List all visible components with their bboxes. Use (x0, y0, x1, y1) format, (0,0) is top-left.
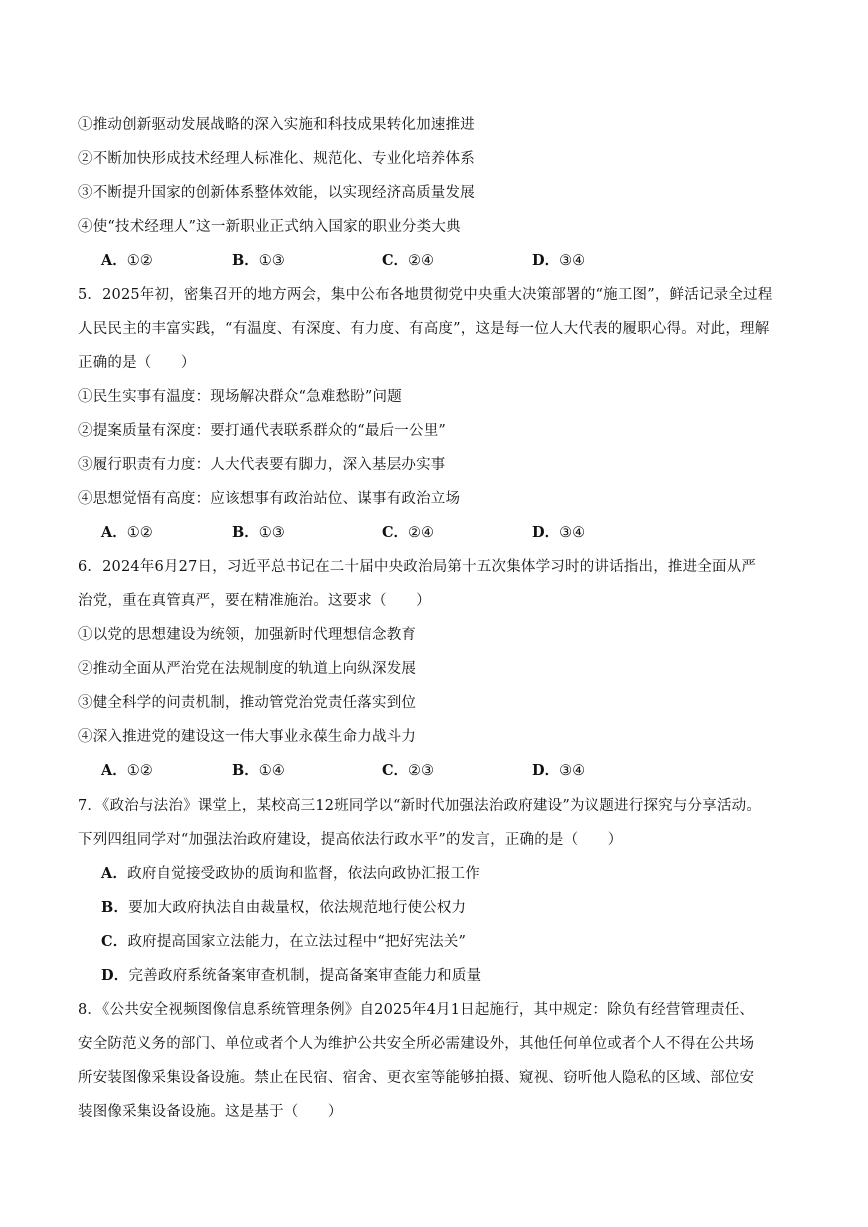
q7-stem-line-2: 下列四组同学对“加强法治政府建设，提高依法行政水平”的发言，正确的是（ ） (78, 832, 623, 848)
q7-stem-line-1: 7．《政治与法治》课堂上，某校高三12班同学以“新时代加强法治政府建设”为议题进行探究与分享活动。 (78, 798, 762, 814)
q4-statement-3: ③不断提升国家的创新体系整体效能，以实现经济高质量发展 (78, 185, 475, 201)
q4-statement-2: ②不断加快形成技术经理人标准化、规范化、专业化培养体系 (78, 151, 475, 167)
q7-choice-d[interactable]: D．完善政府系统备案审查机制，提高备案审查能力和质量 (101, 967, 482, 984)
q6-stem-line-1: 6．2024年6月27日，习近平总书记在二十届中央政治局第十五次集体学习时的讲话指出，推进全面从严 (78, 559, 757, 575)
q8-stem-line-4: 装图像采集设备设施。这是基于（ ） (78, 1104, 343, 1120)
q7-choice-c[interactable]: C．政府提高国家立法能力，在立法过程中“把好宪法关” (101, 933, 467, 950)
q6-option-b[interactable]: B．①④ (232, 762, 285, 779)
q6-options (101, 759, 621, 781)
q5-option-a[interactable]: A．①② (101, 524, 153, 541)
q5-option-b[interactable]: B．①③ (232, 524, 285, 541)
q6-option-d[interactable]: D．③④ (532, 762, 586, 779)
q5-option-d[interactable]: D．③④ (532, 524, 586, 541)
q6-statement-1: ①以党的思想建设为统领，加强新时代理想信念教育 (78, 627, 417, 643)
q5-stem-line-2: 人民民主的丰富实践，“有温度、有深度、有力度、有高度”，这是每一位人大代表的履职心得。对此，理解 (78, 321, 770, 337)
q6-statement-4: ④深入推进党的建设这一伟大事业永葆生命力战斗力 (78, 729, 417, 745)
q4-option-b[interactable]: B．①③ (232, 252, 285, 269)
q4-option-d[interactable]: D．③④ (532, 252, 586, 269)
q4-option-a[interactable]: A．①② (101, 252, 153, 269)
q6-statement-3: ③健全科学的问责机制，推动管党治党责任落实到位 (78, 695, 417, 711)
q5-stem-line-1: 5．2025年初，密集召开的地方两会，集中公布各地贯彻党中央重大决策部署的“施工图”，鲜活记录全过程 (78, 287, 773, 303)
q7-choice-a[interactable]: A．政府自觉接受政协的质询和监督，依法向政协汇报工作 (101, 865, 480, 882)
q4-statement-4: ④使“技术经理人”这一新职业正式纳入国家的职业分类大典 (78, 219, 461, 235)
q4-option-c[interactable]: C．②④ (382, 252, 435, 269)
q6-option-a[interactable]: A．①② (101, 762, 153, 779)
q5-stem-line-3: 正确的是（ ） (78, 355, 196, 371)
q5-options (101, 521, 621, 543)
q5-statement-3: ③履行职责有力度：人大代表要有脚力，深入基层办实事 (78, 457, 446, 473)
q5-statement-4: ④思想觉悟有高度：应该想事有政治站位、谋事有政治立场 (78, 491, 461, 507)
q7-choice-b[interactable]: B．要加大政府执法自由裁量权，依法规范地行使公权力 (101, 899, 467, 916)
q8-stem-line-1: 8．《公共安全视频图像信息系统管理条例》自2025年4月1日起施行，其中规定：除负有经营管理责任、 (78, 1002, 755, 1018)
q4-options (101, 249, 621, 271)
q6-option-c[interactable]: C．②③ (382, 762, 435, 779)
q8-stem-line-3: 所安装图像采集设备设施。禁止在民宿、宿舍、更衣室等能够拍摄、窥视、窃听他人隐私的区域、部位安 (78, 1070, 755, 1086)
q4-statement-1: ①推动创新驱动发展战略的深入实施和科技成果转化加速推进 (78, 117, 475, 133)
q6-statement-2: ②推动全面从严治党在法规制度的轨道上向纵深发展 (78, 661, 417, 677)
q5-option-c[interactable]: C．②④ (382, 524, 435, 541)
q5-statement-1: ①民生实事有温度：现场解决群众“急难愁盼”问题 (78, 389, 402, 405)
q6-stem-line-2: 治党，重在真管真严，要在精准施治。这要求（ ） (78, 593, 431, 609)
q5-statement-2: ②提案质量有深度：要打通代表联系群众的“最后一公里” (78, 423, 447, 439)
q8-stem-line-2: 安全防范义务的部门、单位或者个人为维护公共安全所必需建设外，其他任何单位或者个人不得在公共场 (78, 1036, 755, 1052)
